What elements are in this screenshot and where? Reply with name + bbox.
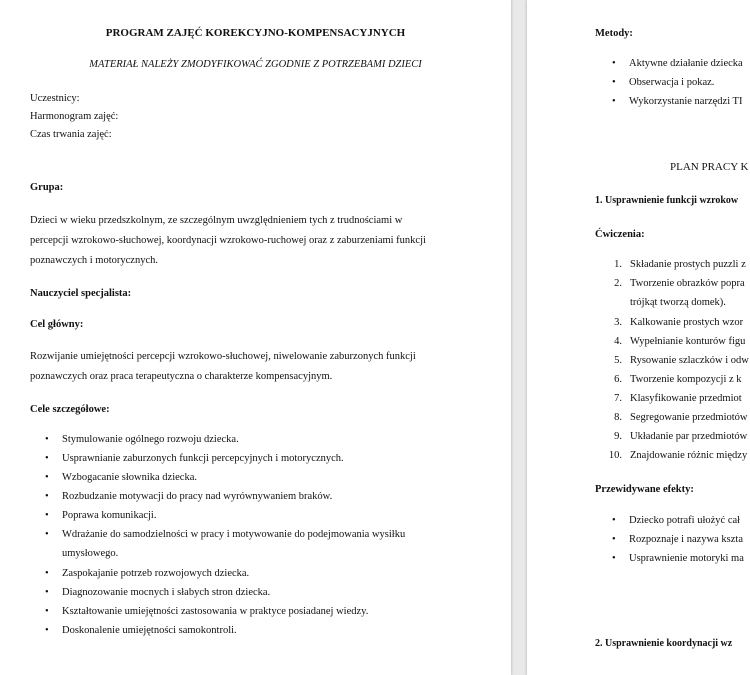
- document-title: PROGRAM ZAJĘĆ KOREKCYJNO-KOMPENSACYJNYCH: [105, 27, 406, 39]
- list-item: • Zaspokajanie potrzeb rozwojowych dziecka.: [62, 567, 249, 581]
- exercise-text: Wypełnianie konturów figu: [630, 336, 746, 347]
- exercise-text: Rysowanie szlaczków i odw: [630, 355, 749, 366]
- exercise-number: 9.: [614, 431, 622, 442]
- duration-label: Czas trwania zajęć:: [30, 129, 112, 140]
- exercise-item: [614, 277, 745, 291]
- list-item: • Diagnozowanie mocnych i słabych stron dziecka.: [62, 586, 270, 600]
- exercise-item: [614, 354, 749, 368]
- group-heading: Grupa:: [30, 182, 64, 193]
- section-1-heading: 1. Usprawnienie funkcji wzrokow: [595, 195, 739, 206]
- teacher-heading: Nauczyciel specjalista:: [30, 288, 132, 299]
- list-item: • Wykorzystanie narzędzi TI: [629, 95, 742, 109]
- group-text-line: Dzieci w wieku przedszkolnym, ze szczególnym uwzględnieniem tych z trudnościami w: [30, 215, 403, 226]
- list-item: • Usprawnienie motoryki ma: [629, 552, 744, 566]
- document-subtitle: MATERIAŁ NALEŻY ZMODYFIKOWAĆ ZGODNIE Z POTRZEBAMI DZIECI: [89, 59, 422, 70]
- exercise-item: [608, 449, 748, 463]
- group-text-line: poznawczych i motorycznych.: [30, 255, 158, 266]
- list-item: • Aktywne działanie dziecka: [629, 57, 743, 71]
- exercise-item: [630, 296, 726, 310]
- schedule-label: Harmonogram zajęć:: [30, 111, 119, 122]
- exercise-number: 7.: [614, 393, 622, 404]
- exercise-text: Składanie prostych puzzli z: [630, 259, 746, 270]
- exercise-text: Znajdowanie różnic międzу: [630, 450, 748, 461]
- exercise-text: Klasyfikowanie przedmiot: [630, 393, 742, 404]
- list-item: • Dziecko potrafi ułożyć cał: [629, 514, 740, 528]
- document-page-right: [527, 0, 750, 675]
- list-item: • Poprawa komunikacji.: [62, 509, 156, 523]
- main-goal-text-line: poznawczych oraz praca terapeutyczna o charakterze kompensacyjnym.: [30, 371, 333, 382]
- section-2-heading: 2. Usprawnienie koordynacji wz: [595, 638, 733, 649]
- exercise-number: 3.: [614, 317, 622, 328]
- exercises-heading: Ćwiczenia:: [595, 229, 645, 240]
- exercise-number: 6.: [614, 374, 622, 385]
- exercise-item: [614, 335, 746, 349]
- list-item: • Rozpoznaje i nazywa kszta: [629, 533, 743, 547]
- list-item: • Kształtowanie umiejętności zastosowania w praktyce posiadanej wiedzy.: [62, 605, 368, 619]
- exercise-item: [614, 258, 746, 272]
- exercise-number: 10.: [608, 450, 622, 461]
- detailed-goals-heading: Cele szczegółowe:: [30, 404, 110, 415]
- exercise-number: 2.: [614, 278, 622, 289]
- main-goal-heading: Cel główny:: [30, 319, 84, 330]
- list-item: • Doskonalenie umiejętności samokontroli.: [62, 624, 237, 638]
- exercise-text: Tworzenie kompozycji z k: [630, 374, 742, 385]
- methods-heading: Metody:: [595, 28, 633, 39]
- exercise-item: [614, 430, 748, 444]
- list-item: • Stymulowanie ogólnego rozwoju dziecka.: [62, 433, 239, 447]
- list-item: • Usprawnianie zaburzonych funkcji percepcyjnych i motorycznych.: [62, 452, 344, 466]
- list-item: • Wdrażanie do samodzielności w pracy i motywowanie do podejmowania wysiłku: [62, 528, 405, 542]
- plan-heading: PLAN PRACY K: [670, 161, 749, 173]
- exercise-number: 1.: [614, 259, 622, 270]
- list-item: • Rozbudzanie motywacji do pracy nad wyrównywaniem braków.: [62, 490, 332, 504]
- exercise-number: 4.: [614, 336, 622, 347]
- main-goal-text-line: Rozwijanie umiejętności percepcji wzrokowo-słuchowej, niwelowanie zaburzonych funkcji: [30, 351, 416, 362]
- effects-heading: Przewidywane efekty:: [595, 484, 694, 495]
- exercise-item: [614, 392, 742, 406]
- exercise-text: Segregowanie przedmiotów: [630, 412, 748, 423]
- exercise-text: Kalkowanie prostych wzor: [630, 317, 744, 328]
- list-item: • Wzbogacanie słownika dziecka.: [62, 471, 197, 485]
- exercise-item: [614, 316, 744, 330]
- exercise-item: [614, 411, 748, 425]
- exercise-text: trójkąt tworzą domek).: [630, 297, 726, 308]
- participants-label: Uczestnicy:: [30, 93, 80, 104]
- exercise-text: Tworzenie obrazków popra: [630, 278, 745, 289]
- list-item: • Obserwacja i pokaz.: [629, 76, 714, 90]
- exercise-number: 5.: [614, 355, 622, 366]
- group-text-line: percepcji wzrokowo-słuchowej, koordynacji wzrokowo-ruchowej oraz z zaburzeniami funkcji: [30, 235, 426, 246]
- exercise-number: 8.: [614, 412, 622, 423]
- list-item-continuation: umysłowego.: [62, 548, 119, 559]
- exercise-text: Układanie par przedmiotów: [630, 431, 748, 442]
- exercise-item: [614, 373, 742, 387]
